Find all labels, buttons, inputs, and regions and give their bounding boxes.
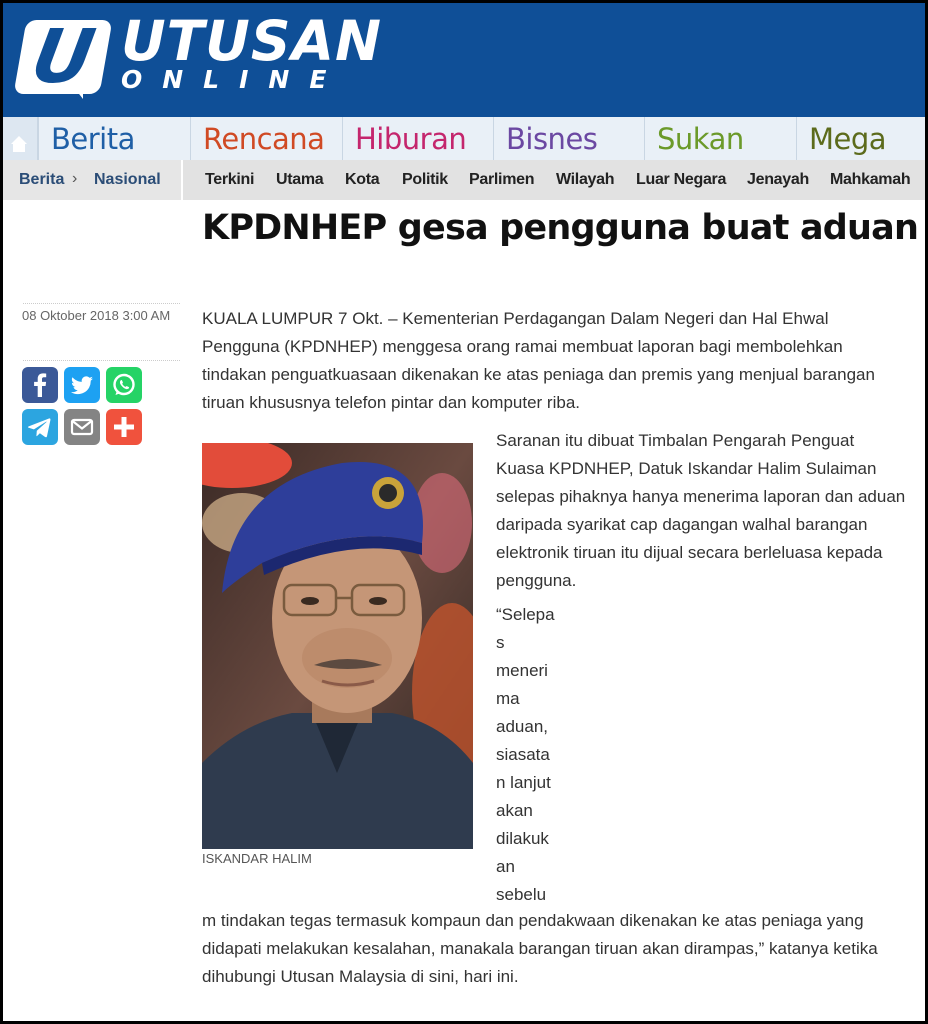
article-paragraph-wrapped [496,601,576,909]
telegram-share-button[interactable] [22,409,58,445]
category-nav [3,117,925,160]
text-line: an [496,857,515,876]
breadcrumb-nasional[interactable]: Nasional [94,171,161,188]
article-paragraph: Saranan itu dibuat Timbalan Pengarah Penguat Kuasa KPDNHEP, Datuk Iskandar Halim Sulaiman selepas pihaknya hanya menerima laporan dan aduan daripada syarikat cap dagangan walhal barangan elektronik tiruan itu dijual secara berleluasa kepada pengguna. [496,431,906,590]
subnav-wilayah[interactable]: Wilayah [556,171,615,188]
photo-caption: ISKANDAR HALIM [202,851,312,866]
site-logo[interactable] [13,14,112,100]
email-share-button[interactable] [64,409,100,445]
home-button[interactable] [3,117,38,160]
facebook-share-button[interactable] [22,367,58,403]
subnav-luar-negara[interactable]: Luar Negara [636,171,727,188]
article-date: 08 Oktober 2018 3:00 AM [22,308,171,323]
home-icon-base [13,144,25,152]
whatsapp-share-button[interactable] [106,367,142,403]
text-line: meneri [496,661,548,680]
logo-tail [69,81,83,99]
text-line: n lanjut [496,773,551,792]
nav-mega[interactable]: Mega [796,117,925,160]
site-header [3,3,925,117]
divider [23,360,180,361]
home-icon [11,136,27,144]
nav-rencana[interactable]: Rencana [190,117,342,160]
subnav-politik[interactable]: Politik [402,171,448,188]
text-line: s [496,633,505,652]
brand-name[interactable]: UTUSAN [121,9,383,73]
brand-subtitle: ONLINE [121,65,347,94]
subnav-parlimen[interactable]: Parlimen [469,171,535,188]
text-line: siasata [496,745,550,764]
logo-letter: U [25,14,101,100]
article-title: KPDNHEP gesa pengguna buat aduan [202,208,919,248]
sub-nav [3,160,925,200]
nav-bisnes[interactable]: Bisnes [493,117,644,160]
subnav-jenayah[interactable]: Jenayah [747,171,809,188]
twitter-share-button[interactable] [64,367,100,403]
breadcrumb [3,160,183,200]
text-line: “Selepa [496,605,555,624]
breadcrumb-berita[interactable]: Berita [19,171,65,188]
nav-hiburan[interactable]: Hiburan [342,117,493,160]
divider [23,303,180,304]
text-line: ma [496,689,520,708]
page [3,3,925,1021]
chevron-right-icon: › [72,170,78,187]
text-line: sebelu [496,885,547,904]
subnav-terkini[interactable]: Terkini [205,171,255,188]
article-photo [202,443,473,849]
nav-berita[interactable]: Berita [38,117,190,160]
subnav-mahkamah[interactable]: Mahkamah [830,171,911,188]
subnav-utama[interactable]: Utama [276,171,324,188]
text-line: dilakuk [496,829,549,848]
article-paragraph: KUALA LUMPUR 7 Okt. – Kementerian Perdagangan Dalam Negeri dan Hal Ehwal Pengguna (KPDNHEP) menggesa orang ramai membuat laporan bagi membolehkan tindakan penguatkuasaan dikenakan ke atas peniaga dan premis yang menjual barangan tiruan khususnya telefon pintar dan komputer riba. [202,309,875,412]
text-line: aduan, [496,717,548,736]
subnav-kota[interactable]: Kota [345,171,380,188]
text-line: akan [496,801,533,820]
more-share-button[interactable] [106,409,142,445]
article-paragraph: m tindakan tegas termasuk kompaun dan pendakwaan dikenakan ke atas peniaga yang didapati melakukan kesalahan, manakala barangan tiruan akan dirampas,” katanya ketika dihubungi Utusan Malaysia di sini, hari ini. [202,911,878,986]
nav-sukan[interactable]: Sukan [644,117,796,160]
